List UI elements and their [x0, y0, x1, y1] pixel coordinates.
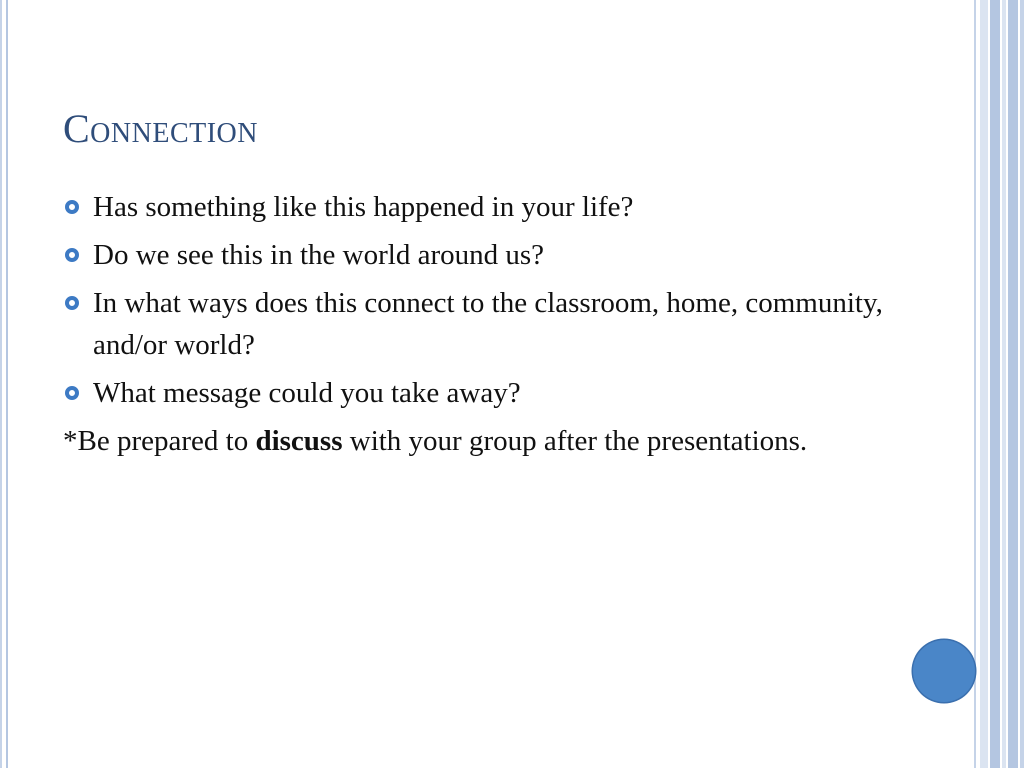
ring-bullet-icon	[65, 296, 79, 310]
slide-title: Connection	[63, 106, 258, 151]
band-line	[1020, 0, 1024, 768]
note-prefix: *Be prepared to	[63, 425, 256, 457]
bullet-text: Has something like this happened in your life?	[93, 191, 634, 223]
band-light	[980, 0, 988, 768]
discussion-note	[63, 420, 883, 462]
bullet-item	[63, 282, 883, 366]
ring-bullet-icon	[65, 200, 79, 214]
bullet-item	[63, 234, 883, 276]
left-border-decoration	[0, 0, 8, 768]
bullet-text: Do we see this in the world around us?	[93, 239, 545, 271]
decorative-circle	[913, 640, 975, 702]
band-light	[1002, 0, 1006, 768]
band-main	[990, 0, 1000, 768]
bullet-text: In what ways does this connect to the classroom, home, community, and/or world?	[93, 287, 883, 361]
bullet-text: What message could you take away?	[93, 377, 521, 409]
ring-bullet-icon	[65, 386, 79, 400]
right-border-bands	[974, 0, 1024, 768]
bullet-item	[63, 186, 883, 228]
band-line	[974, 0, 976, 768]
slide-body	[63, 186, 883, 462]
note-emphasis: discuss	[255, 425, 343, 457]
band-main	[1008, 0, 1018, 768]
bullet-item	[63, 372, 883, 414]
ring-bullet-icon	[65, 248, 79, 262]
note-suffix: with your group after the presentations.	[342, 425, 808, 457]
